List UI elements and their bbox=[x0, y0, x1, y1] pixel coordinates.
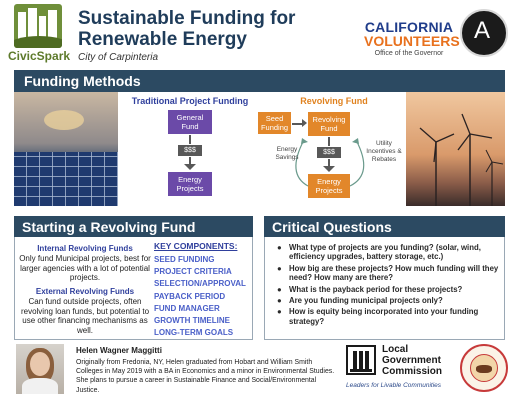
key-component-item: PROJECT CRITERIA bbox=[154, 267, 232, 277]
question-item bbox=[277, 243, 502, 262]
funding-methods-diagram bbox=[14, 92, 505, 206]
trad-arrow-line-1 bbox=[189, 135, 191, 144]
author-name: Helen Wagner Maggitti bbox=[76, 346, 162, 355]
california-planning-seal-icon bbox=[460, 344, 508, 392]
trad-energy-projects-box: Energy Projects bbox=[168, 172, 212, 196]
local-government-commission-logo bbox=[344, 343, 454, 393]
question-text: What type of projects are you funding? (solar, wind, efficiency upgrades, battery storage, etc.) bbox=[289, 243, 481, 262]
key-component-item: LONG-TERM GOALS bbox=[154, 328, 234, 338]
cv-line2: VOLUNTEERS bbox=[364, 33, 460, 49]
general-fund-box: General Fund bbox=[168, 110, 212, 134]
revolving-fund-box: Revolving Fund bbox=[308, 112, 350, 136]
civicspark-logo bbox=[8, 4, 71, 66]
key-component-item: PAYBACK PERIOD bbox=[154, 291, 226, 301]
bullet-icon: ● bbox=[277, 307, 282, 317]
author-bio: Originally from Fredonia, NY, Helen graduated from Hobart and William Smith Colleges in May 2019 with a BA in Economics and a minor in Environmental Studies. She plans to pursue a career in Sustainable Finance and Social/Environmental Justice. bbox=[76, 359, 335, 394]
key-component-item: SELECTION/APPROVAL bbox=[154, 279, 246, 289]
rev-energy-projects-box: Energy Projects bbox=[308, 174, 350, 198]
key-component-item: GROWTH TIMELINE bbox=[154, 316, 230, 326]
question-item bbox=[277, 264, 502, 283]
question-text: How big are these projects? How much funding will they need? How many are there? bbox=[289, 263, 499, 283]
solar-panels-photo bbox=[14, 92, 118, 206]
energy-savings-label: Energy Savings bbox=[275, 146, 299, 161]
utility-incentives-label: Utility Incentives & Rebates bbox=[366, 140, 402, 163]
key-components-title: KEY COMPONENTS: bbox=[154, 241, 238, 251]
seed-funding-box: Seed Funding bbox=[258, 112, 291, 134]
americorps-logo-icon bbox=[460, 9, 508, 57]
cv-line3: Office of the Governor bbox=[374, 50, 444, 57]
question-text: How is equity being incorporated into your funding strategy? bbox=[289, 307, 479, 326]
critical-questions-list bbox=[277, 243, 502, 328]
americorps-a-icon: A bbox=[474, 17, 491, 44]
key-components-list bbox=[154, 254, 254, 339]
lgc-building-icon bbox=[346, 345, 376, 375]
cv-line1: CALIFORNIA bbox=[364, 19, 454, 35]
page-title: Sustainable Funding for Renewable Energy bbox=[78, 8, 296, 50]
wind-turbines-illustration bbox=[406, 92, 505, 206]
traditional-funding-title: Traditional Project Funding bbox=[131, 96, 249, 106]
civicspark-emblem-icon bbox=[14, 4, 62, 48]
seed-arrow-right-icon bbox=[302, 119, 307, 127]
revolving-loop-arrows bbox=[264, 128, 404, 200]
bullet-icon: ● bbox=[277, 243, 282, 252]
wind-turbines-photo bbox=[406, 92, 505, 206]
question-item bbox=[277, 307, 502, 326]
internal-funds-title: Internal Revolving Funds bbox=[37, 244, 133, 253]
page-subtitle: City of Carpinteria bbox=[78, 52, 159, 63]
rev-money-box: $$$ bbox=[317, 147, 341, 158]
california-volunteers-logo bbox=[364, 19, 460, 57]
funding-methods-heading: Funding Methods bbox=[14, 70, 505, 92]
key-component-item: SEED FUNDING bbox=[154, 255, 215, 264]
internal-funds-text: Only fund Municipal projects, best for larger agencies with a lot of potential projects. bbox=[19, 254, 151, 283]
energy-savings-arrowhead-icon bbox=[301, 138, 308, 144]
critical-questions-panel bbox=[264, 216, 505, 340]
revolving-fund-title: Revolving Fund bbox=[300, 96, 368, 106]
question-text: Are you funding municipal projects only? bbox=[289, 296, 443, 306]
civicspark-wordmark: CivicSpark bbox=[8, 49, 71, 63]
starting-fund-panel bbox=[14, 216, 253, 340]
seed-arrow-line bbox=[292, 123, 302, 125]
external-funds-text: Can fund outside projects, often revolving loan funds, but potential to use other financing mechanisms as well. bbox=[20, 297, 150, 335]
lgc-tagline: Leaders for Livable Communities bbox=[346, 382, 442, 389]
bullet-icon: ● bbox=[277, 263, 282, 273]
question-text: What is the payback period for these projects? bbox=[289, 284, 463, 294]
trad-arrow-line-2 bbox=[189, 157, 191, 164]
question-item bbox=[277, 285, 502, 294]
author-photo bbox=[16, 344, 64, 394]
external-funds-title: External Revolving Funds bbox=[35, 287, 135, 296]
utility-arrowhead-icon bbox=[352, 138, 359, 144]
bullet-icon: ● bbox=[277, 296, 282, 306]
key-component-item: FUND MANAGER bbox=[154, 303, 220, 313]
critical-questions-heading: Critical Questions bbox=[264, 216, 505, 237]
trad-money-box: $$$ bbox=[178, 145, 202, 156]
trad-arrow-down-icon bbox=[184, 164, 196, 170]
header bbox=[0, 0, 518, 70]
starting-fund-heading: Starting a Revolving Fund bbox=[14, 216, 253, 237]
bullet-icon: ● bbox=[277, 284, 282, 294]
lgc-name: Local Government Commission bbox=[382, 344, 443, 377]
question-item bbox=[277, 296, 502, 305]
